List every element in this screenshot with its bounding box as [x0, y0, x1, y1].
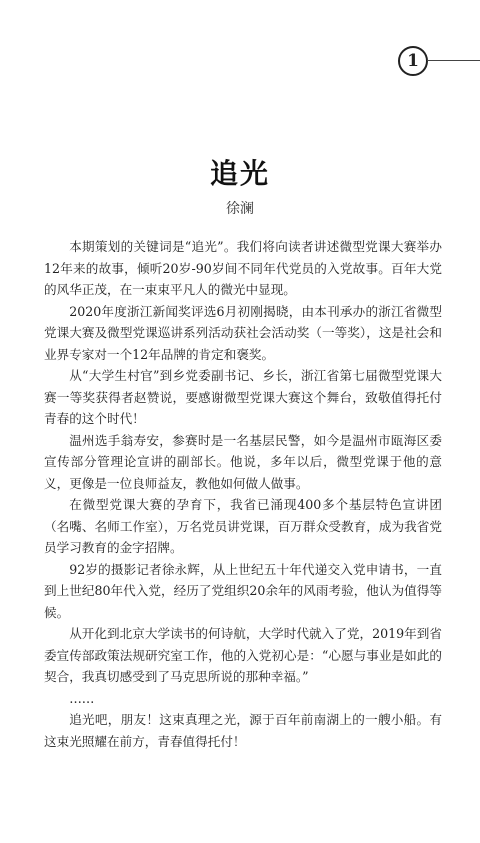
page-number-marker: [398, 46, 480, 78]
article-body: [44, 236, 442, 752]
paragraph: 温州选手翁寿安，参赛时是一名基层民警，如今是温州市瓯海区委宣传部分管理论宣讲的副部长。他说，多年以后，微型党课于他的意义，更像是一位良师益友，教他如何做人做事。: [44, 432, 442, 491]
paragraph: 追光吧，朋友！这束真理之光，源于百年前南湖上的一艘小船。有这束光照耀在前方，青春值得托付！: [44, 712, 442, 749]
paragraph: 从开化到北京大学读书的何诗航，大学时代就入了党，2019年到省委宣传部政策法规研究室工作，他的入党初心是：“心愿与事业是如此的契合，我真切感受到了马克思所说的那种幸福。”: [44, 626, 442, 684]
page-number: 1: [398, 46, 428, 76]
page-number-rule: [427, 60, 480, 61]
paragraph: 本期策划的关键词是“追光”。我们将向读者讲述微型党课大赛举办12年来的故事，倾听20岁-90岁间不同年代党员的入党故事。百年大党的风华正茂，在一束束平凡人的微光中显现。: [44, 239, 442, 297]
article-author: 徐澜: [226, 201, 254, 217]
paragraph: 2020年度浙江新闻奖评选6月初刚揭晓，由本刊承办的浙江省微型党课大赛及微型党课巡讲系列活动获社会活动奖（一等奖），这是社会和业界专家对一个12年品牌的肯定和褒奖。: [44, 303, 442, 362]
paragraph: 从“大学生村官”到乡党委副书记、乡长，浙江省第七届微型党课大赛一等奖获得者赵赞说，要感谢微型党课大赛这个舞台，致敬值得托付青春的这个时代！: [44, 368, 442, 426]
paragraph: 在微型党课大赛的孕育下，我省已涌现400多个基层特色宣讲团（名嘴、名师工作室），万名党员讲党课，百万群众受教育，成为我省党员学习教育的金字招牌。: [44, 497, 442, 555]
article-title: 追光: [209, 157, 270, 190]
paragraph: 92岁的摄影记者徐永辉，从上世纪五十年代递交入党申请书，一直到上世纪80年代入党，经历了党组织20余年的风雨考验，他认为值得等候。: [44, 561, 442, 620]
ellipsis-paragraph: ……: [69, 690, 95, 706]
